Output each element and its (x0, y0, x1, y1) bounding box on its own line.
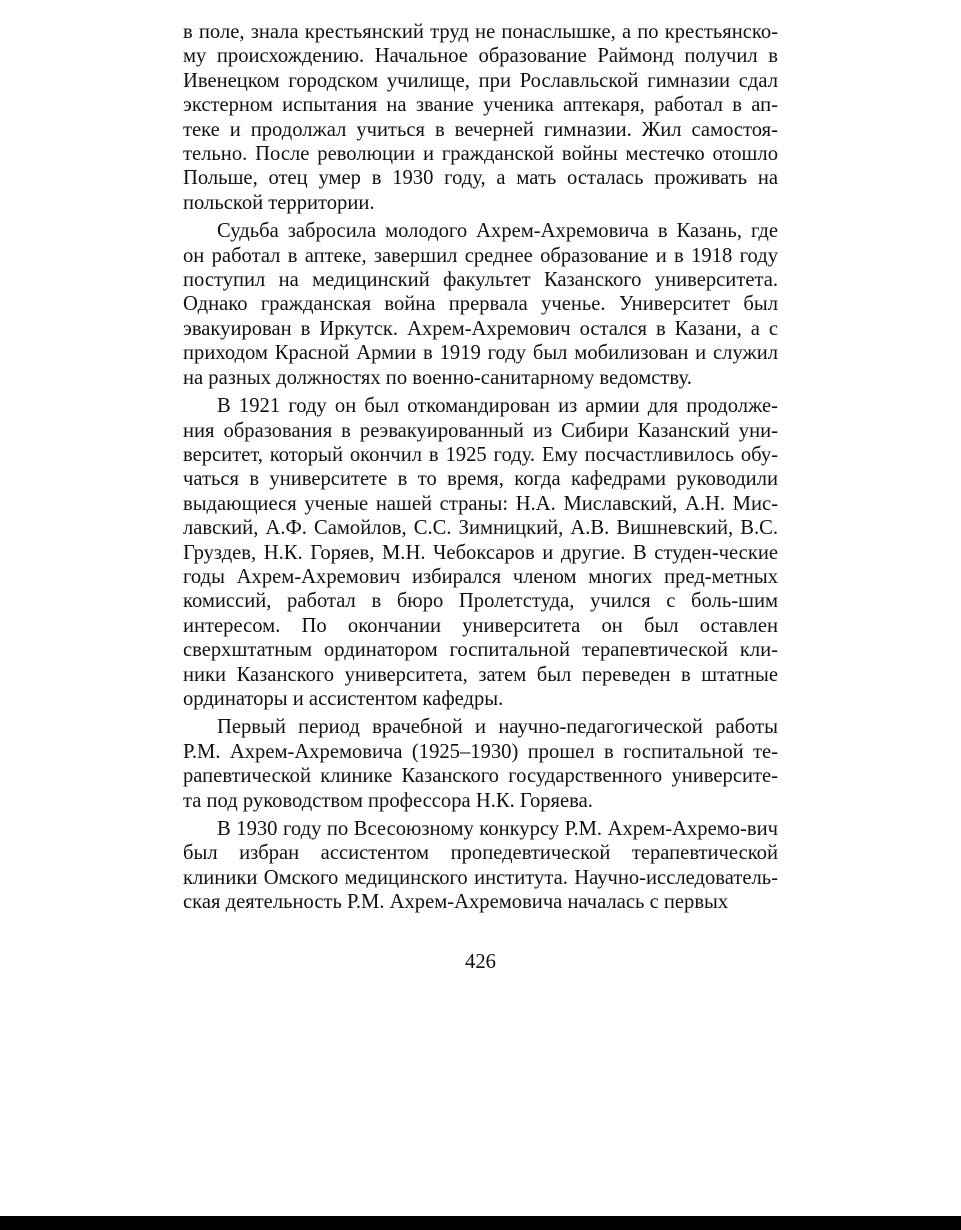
body-text (183, 20, 778, 919)
paragraph-1: в поле, знала крестьянский труд не понаслышке, а по крестьянско-му происхождению. Начальное образование Раймонд получил в Ивенецком городском училище, при Рославльской гимназии сдал экстерном испытания на звание ученика аптекаря, работал в ап-теке и продолжал учиться в вечерней гимназии. Жил самостоя-тельно. После революции и гражданской войны местечко отошло Польше, отец умер в 1930 году, а мать осталась проживать на польской территории. (183, 21, 778, 214)
paragraph-2: Судьба забросила молодого Ахрем-Ахремовича в Казань, где он работал в аптеке, завершил среднее образование и в 1918 году поступил на медицинский факультет Казанского университета. Однако гражданская война прервала ученье. Университет был эвакуирован в Иркутск. Ахрем-Ахремович остался в Казани, а с приходом Красной Армии в 1919 году был мобилизован и служил на разных должностях по военно-санитарному ведомству. (183, 220, 778, 389)
bottom-scan-border (0, 1216, 961, 1230)
paragraph-4: Первый период врачебной и научно-педагогической работы Р.М. Ахрем-Ахремовича (1925–1930) прошел в госпитальной те-рапевтической клинике Казанского государственного университе-та под руководством профессора Н.К. Горяева. (183, 716, 778, 812)
page-number: 426 (465, 951, 496, 973)
paragraph-5: В 1930 году по Всесоюзному конкурсу Р.М. Ахрем-Ахремо-вич был избран ассистентом пропедевтической терапевтической клиники Омского медицинского института. Научно-исследователь-ская деятельность Р.М. Ахрем-Ахремовича началась с первых (183, 818, 778, 914)
paragraph-3: В 1921 году он был откомандирован из армии для продолже-ния образования в реэвакуированный из Сибири Казанский уни-верситет, который окончил в 1925 году. Ему посчастливилось обу-чаться в университете в то время, когда кафедрами руководили выдающиеся ученые нашей страны: Н.А. Миславский, А.Н. Мис-лавский, А.Ф. Самойлов, С.С. Зимницкий, А.В. Вишневский, В.С. Груздев, Н.К. Горяев, М.Н. Чебоксаров и другие. В студен-ческие годы Ахрем-Ахремович избирался членом многих пред-метных комиссий, работал в бюро Пролетстуда, учился с боль-шим интересом. По окончании университета он был оставлен сверхштатным ординатором госпитальной терапевтической кли-ники Казанского университета, затем был переведен в штатные ординаторы и ассистентом кафедры. (183, 395, 778, 710)
